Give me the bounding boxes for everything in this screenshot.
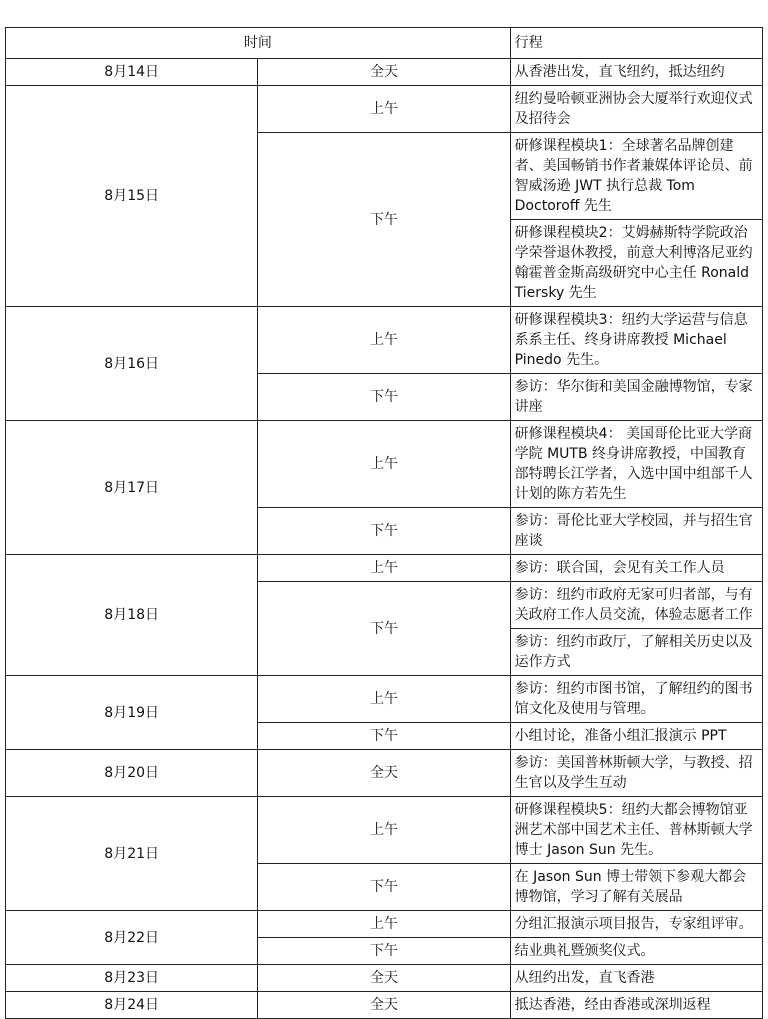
time-period: 上午	[258, 797, 510, 864]
time-period: 下午	[258, 133, 510, 307]
time-period: 上午	[258, 307, 510, 374]
activity-text: 分组汇报演示项目报告，专家组评审。	[510, 911, 762, 938]
schedule-row	[6, 797, 763, 864]
activity-text: 研修课程模块2：艾姆赫斯特学院政治学荣誉退休教授，前意大利博洛尼亚约翰霍普金斯高级研究中心主任 Ronald Tiersky 先生	[510, 220, 762, 307]
activity-text: 参访：华尔街和美国金融博物馆，专家讲座	[510, 374, 762, 421]
day-date: 8月16日	[6, 307, 258, 421]
time-period: 全天	[258, 59, 510, 86]
header-time: 时间	[6, 28, 511, 59]
activity-text: 从香港出发，直飞纽约，抵达纽约	[510, 59, 762, 86]
activity-text: 参访：联合国，会见有关工作人员	[510, 555, 762, 582]
activity-text: 结业典礼暨颁奖仪式。	[510, 938, 762, 965]
day-date: 8月17日	[6, 421, 258, 555]
time-period: 下午	[258, 374, 510, 421]
day-date: 8月23日	[6, 965, 258, 992]
day-date: 8月20日	[6, 750, 258, 797]
activity-text: 参访：纽约市政厅，了解相关历史以及运作方式	[510, 629, 762, 676]
time-period: 下午	[258, 938, 510, 965]
schedule-row	[6, 421, 763, 508]
day-date: 8月14日	[6, 59, 258, 86]
time-period: 上午	[258, 911, 510, 938]
schedule-row	[6, 965, 763, 992]
activity-text: 研修课程模块3：纽约大学运营与信息系系主任、终身讲席教授 Michael Pinedo 先生。	[510, 307, 762, 374]
activity-text: 参访：纽约市图书馆，了解纽约的图书馆文化及使用与管理。	[510, 676, 762, 723]
schedule-row	[6, 307, 763, 374]
time-period: 下午	[258, 508, 510, 555]
time-period: 全天	[258, 992, 510, 1019]
time-period: 上午	[258, 421, 510, 508]
schedule-row	[6, 911, 763, 938]
time-period: 下午	[258, 582, 510, 676]
time-period: 全天	[258, 750, 510, 797]
time-period: 全天	[258, 965, 510, 992]
activity-text: 研修课程模块1：全球著名品牌创建者、美国畅销书作者兼媒体评论员、前智威汤逊 JWT 执行总裁 Tom Doctoroff 先生	[510, 133, 762, 220]
itinerary-table	[5, 27, 763, 1019]
activity-text: 参访：美国普林斯顿大学，与教授、招生官以及学生互动	[510, 750, 762, 797]
activity-text: 抵达香港，经由香港或深圳返程	[510, 992, 762, 1019]
activity-text: 从纽约出发，直飞香港	[510, 965, 762, 992]
schedule-row	[6, 86, 763, 133]
time-period: 上午	[258, 86, 510, 133]
day-date: 8月24日	[6, 992, 258, 1019]
day-date: 8月15日	[6, 86, 258, 307]
activity-text: 在 Jason Sun 博士带领下参观大都会博物馆，学习了解有关展品	[510, 864, 762, 911]
activity-text: 参访：纽约市政府无家可归者部，与有关政府工作人员交流，体验志愿者工作	[510, 582, 762, 629]
day-date: 8月21日	[6, 797, 258, 911]
day-date: 8月18日	[6, 555, 258, 676]
time-period: 下午	[258, 723, 510, 750]
header-row	[6, 28, 763, 59]
schedule-row	[6, 59, 763, 86]
activity-text: 研修课程模块5：纽约大都会博物馆亚洲艺术部中国艺术主任、普林斯顿大学博士 Jason Sun 先生。	[510, 797, 762, 864]
activity-text: 纽约曼哈顿亚洲协会大厦举行欢迎仪式及招待会	[510, 86, 762, 133]
activity-text: 研修课程模块4： 美国哥伦比亚大学商学院 MUTB 终身讲席教授，中国教育部特聘长江学者，入选中国中组部千人计划的陈方若先生	[510, 421, 762, 508]
day-date: 8月19日	[6, 676, 258, 750]
time-period: 上午	[258, 676, 510, 723]
day-date: 8月22日	[6, 911, 258, 965]
header-itinerary: 行程	[510, 28, 762, 59]
schedule-row	[6, 992, 763, 1019]
schedule-row	[6, 676, 763, 723]
activity-text: 小组讨论，准备小组汇报演示 PPT	[510, 723, 762, 750]
time-period: 上午	[258, 555, 510, 582]
time-period: 下午	[258, 864, 510, 911]
activity-text: 参访：哥伦比亚大学校园，并与招生官座谈	[510, 508, 762, 555]
schedule-row	[6, 750, 763, 797]
schedule-row	[6, 555, 763, 582]
